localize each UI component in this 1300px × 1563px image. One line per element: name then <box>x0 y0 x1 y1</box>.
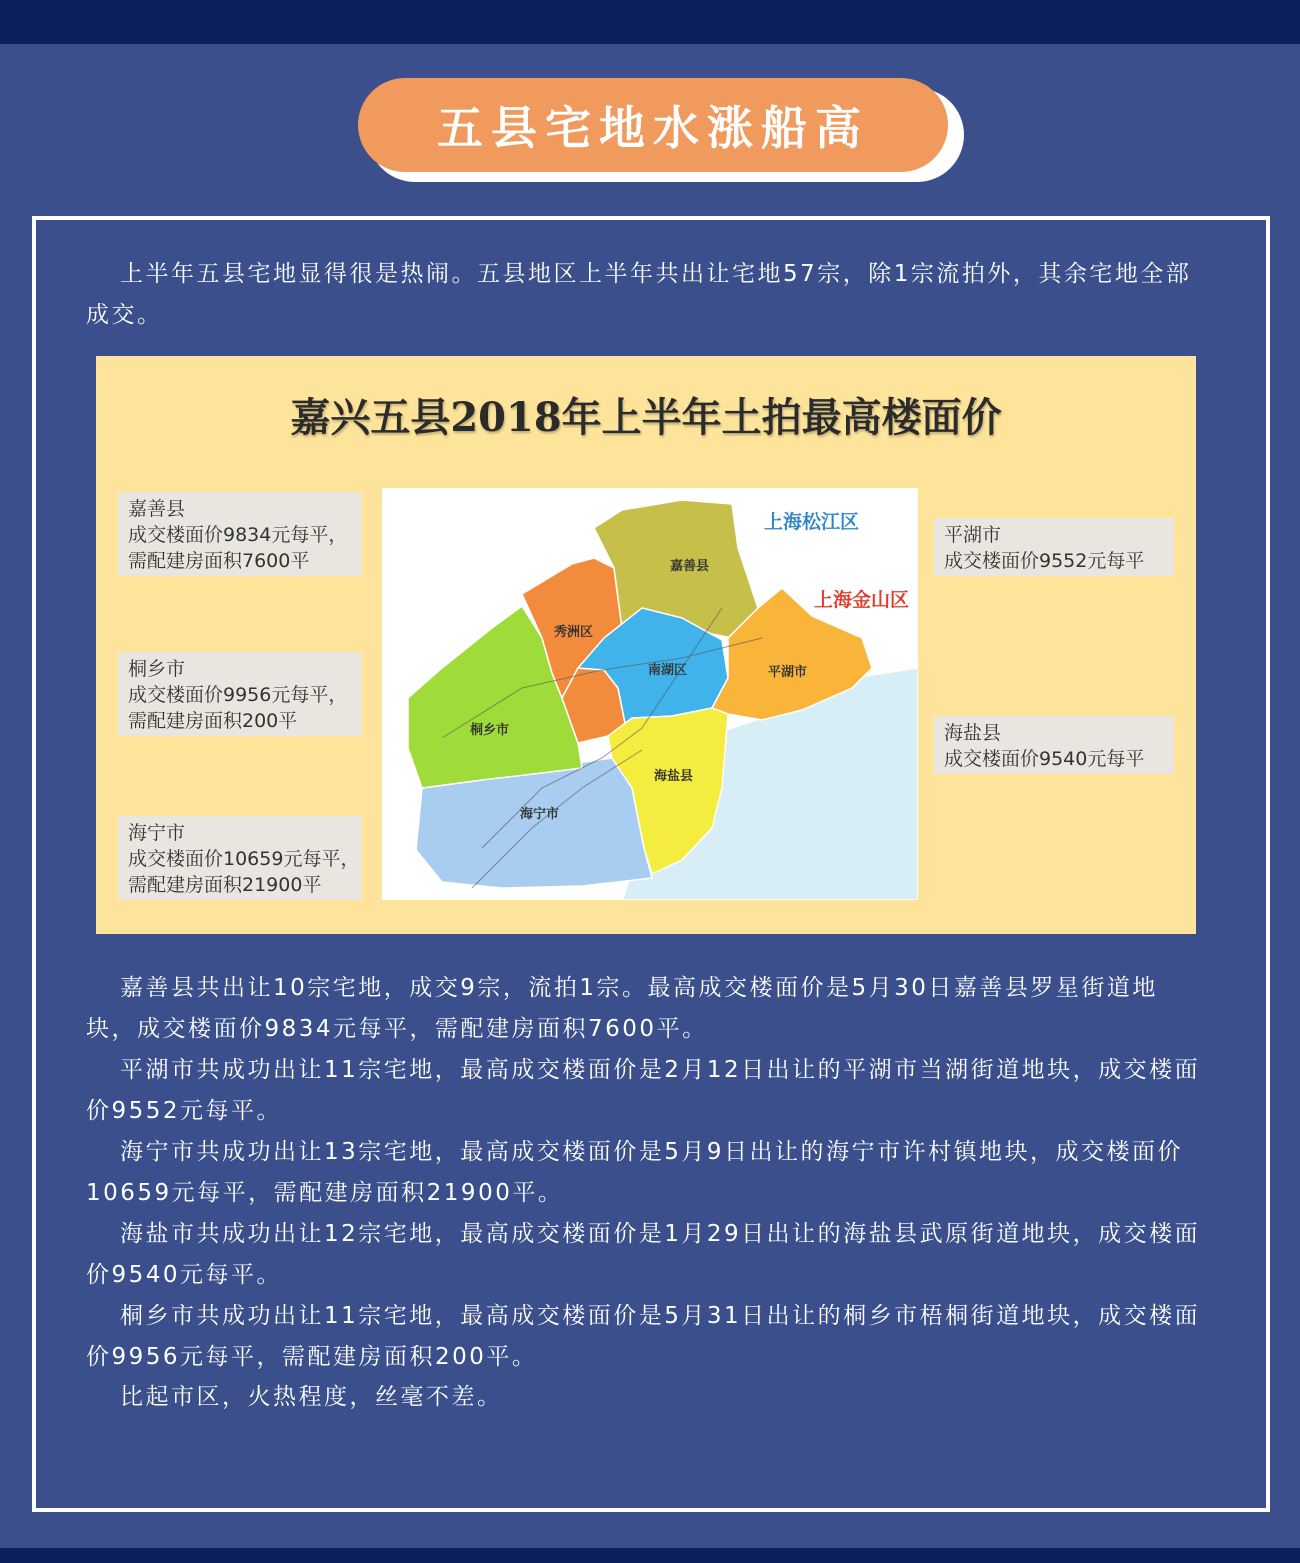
paragraph-pinghu: 平湖市共成功出让11宗宅地，最高成交楼面价是2月12日出让的平湖市当湖街道地块，成交楼面价9552元每平。 <box>86 1057 1201 1124</box>
paragraph-jiashan: 嘉善县共出让10宗宅地，成交9宗，流拍1宗。最高成交楼面价是5月30日嘉善县罗星街道地块，成交楼面价9834元每平，需配建房面积7600平。 <box>86 975 1158 1042</box>
map-label-pinghu: 平湖市 <box>768 665 808 680</box>
paragraph-tongxiang: 桐乡市共成功出让11宗宅地，最高成交楼面价是5月31日出让的桐乡市梧桐街道地块，成交楼面价9956元每平，需配建房面积200平。 <box>86 1303 1201 1370</box>
map-label-xiuzhou: 秀洲区 <box>554 625 594 640</box>
top-bar <box>0 0 1300 44</box>
label-haining: 海宁市 成交楼面价10659元每平， 需配建房面积21900平 <box>118 816 362 900</box>
bottom-bar <box>0 1548 1300 1563</box>
infographic-title: 嘉兴五县2018年上半年土拍最高楼面价 <box>290 394 1002 441</box>
paragraph-haining: 海宁市共成功出让13宗宅地，最高成交楼面价是5月9日出让的海宁市许村镇地块，成交楼面价10659元每平，需配建房面积21900平。 <box>86 1139 1184 1206</box>
label-jiashan: 嘉善县 成交楼面价9834元每平， 需配建房面积7600平 <box>118 492 362 576</box>
map-label-nanhu: 南湖区 <box>648 663 688 678</box>
label-haiyan: 海盐县 成交楼面价9540元每平 <box>934 716 1174 774</box>
paragraph-haiyan: 海盐市共成功出让12宗宅地，最高成交楼面价是1月29日出让的海盐县武原街道地块，成交楼面价9540元每平。 <box>86 1221 1201 1288</box>
label-pinghu: 平湖市 成交楼面价9552元每平 <box>934 518 1174 576</box>
map-label-haining: 海宁市 <box>520 807 560 822</box>
intro-paragraph: 上半年五县宅地显得很是热闹。五县地区上半年共出让宅地57宗，除1宗流拍外，其余宅地全部成交。 <box>86 261 1192 328</box>
infographic <box>96 356 1196 934</box>
map-label-tongxiang: 桐乡市 <box>470 723 510 738</box>
map-label-jiashan: 嘉善县 <box>670 559 710 574</box>
paragraph-conclusion: 比起市区，火热程度，丝毫不差。 <box>120 1384 503 1410</box>
section-title: 五县宅地水涨船高 <box>437 101 869 155</box>
map-label-jinshan: 上海金山区 <box>814 589 910 611</box>
section-banner <box>358 78 948 172</box>
map-label-songjiang: 上海松江区 <box>764 511 860 533</box>
map-label-haiyan: 海盐县 <box>654 769 694 784</box>
jiaxing-map <box>382 488 918 900</box>
label-tongxiang: 桐乡市 成交楼面价9956元每平， 需配建房面积200平 <box>118 652 362 736</box>
